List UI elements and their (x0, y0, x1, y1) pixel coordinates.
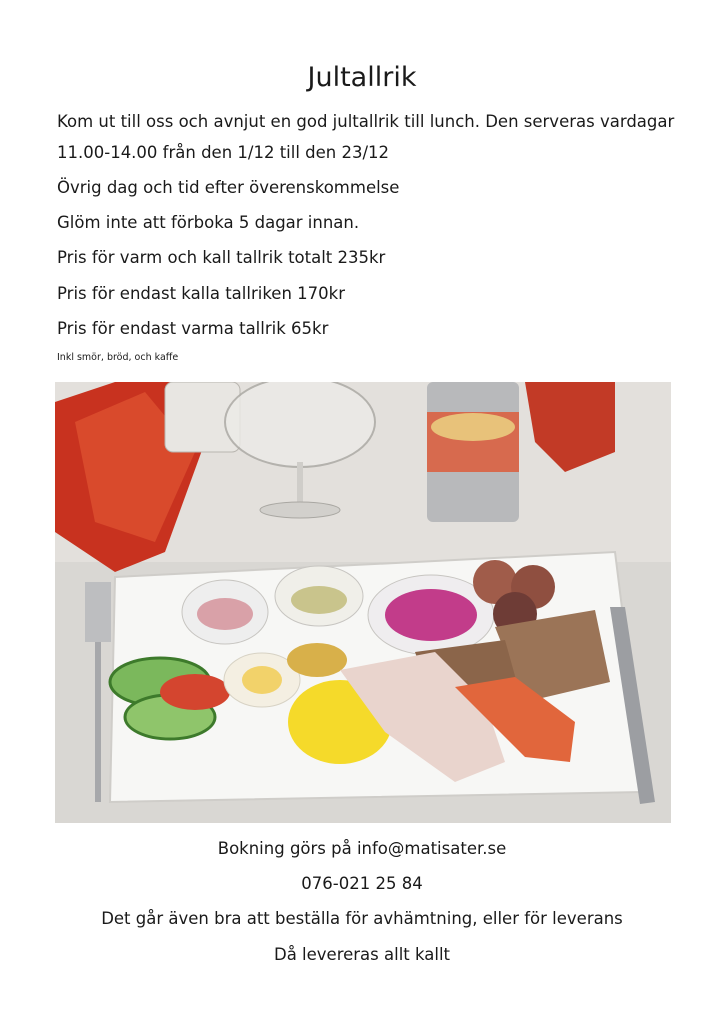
price-warm-text: Pris för endast varma tallrik 65kr (57, 319, 329, 338)
delivery-cold-text: Då levereras allt kallt (273, 945, 451, 964)
phone-number: 076-021 25 84 (301, 874, 423, 893)
includes-text: Inkl smör, bröd, och kaffe (57, 352, 179, 363)
intro-line-1: Kom ut till oss och avnjut en god jultallrik till lunch. Den serveras vardagar (57, 112, 675, 131)
prebook-text: Glöm inte att förboka 5 dagar innan. (57, 213, 360, 232)
price-both-text: Pris för varm och kall tallrik totalt 235kr (57, 248, 386, 267)
page-title: Jultallrik (307, 62, 417, 93)
booking-text: Bokning görs på info@matisater.se (217, 839, 507, 858)
price-cold-text: Pris för endast kalla tallriken 170kr (57, 284, 345, 303)
other-day-text: Övrig dag och tid efter överenskommelse (57, 178, 400, 197)
takeaway-text: Det går även bra att beställa för avhämtning, eller för leverans (101, 909, 623, 928)
intro-line-2: 11.00-14.00 från den 1/12 till den 23/12 (57, 143, 390, 162)
christmas-plate-photo (55, 382, 671, 823)
